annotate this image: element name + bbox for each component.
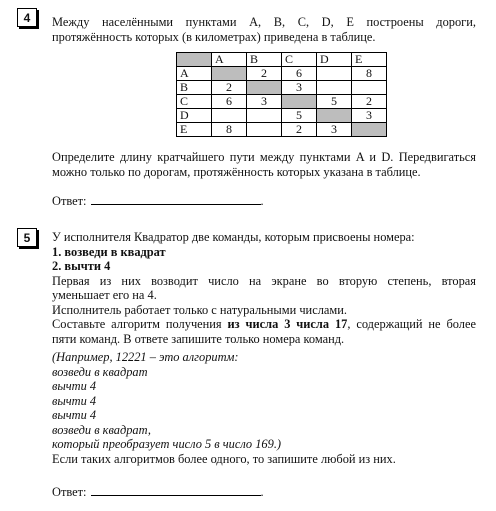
q4-intro-line1: Между населёнными пунктами A, B, C, D, E построены дороги, [52,15,476,29]
q4-answer [52,193,264,209]
q5-desc1: Первая из них возводит число на экране во вторую степень, вторая [52,273,476,288]
table-cell [352,123,387,137]
table-cell: 8 [352,67,387,81]
question-number-5-text: 5 [23,230,31,245]
table-cell: 3 [352,109,387,123]
table-header-cell: E [352,53,387,67]
q4-task-line2: можно только по дорогам, протяжённость которых указана в таблице. [52,164,421,179]
table-cell [212,109,247,123]
q4-task-line1: Определите длину кратчайшего пути между пунктами A и D. Передвигаться [52,150,476,164]
table-row-header-cell: B [177,81,212,95]
q5-example-2: возведи в квадрат [52,364,148,379]
table-row [177,109,387,123]
q4-intro [52,15,476,44]
q4-answer-field[interactable] [91,193,261,205]
q5-example-7: который преобразует число 5 в число 169.) [52,437,282,451]
q5-answer-label: Ответ: [52,485,87,499]
q5-desc3: Исполнитель работает только с натуральными числами. [52,302,347,317]
table-cell: 3 [317,123,352,137]
table-row-header-cell: E [177,123,212,137]
table-cell: 2 [212,81,247,95]
q4-answer-end: . [260,194,264,208]
table-cell: 2 [282,123,317,137]
table-header-cell: C [282,53,317,67]
q5-cmd2: 2. вычти 4 [52,259,111,273]
table-cell [352,81,387,95]
table-cell: 6 [282,67,317,81]
q5-note: Если таких алгоритмов более одного, то запишите любой из них. [52,451,396,466]
table-header-row [177,53,387,67]
q5-example-3: вычти 4 [52,379,97,393]
q5-example-5: вычти 4 [52,408,97,422]
q5-task1-c: , содержащий не более [347,317,476,331]
question-number-4-text: 4 [23,10,31,25]
q4-answer-label: Ответ: [52,194,87,208]
table-cell: 5 [317,95,352,109]
table-cell: 6 [212,95,247,109]
table-header-cell [177,53,212,67]
table-cell [247,109,282,123]
table-cell [317,81,352,95]
q5-answer [52,484,264,500]
q5-answer-field[interactable] [91,484,261,496]
question-number-5 [17,228,37,247]
table-row-header-cell: A [177,67,212,81]
table-cell: 2 [247,67,282,81]
table-cell: 2 [352,95,387,109]
table-cell [247,81,282,95]
table-cell [247,123,282,137]
table-cell: 5 [282,109,317,123]
q5-body [52,230,476,466]
q4-intro-line2: протяжённость которых (в километрах) приведена в таблице. [52,29,376,44]
table-header-cell: D [317,53,352,67]
table-row-header-cell: D [177,109,212,123]
distance-table [176,52,387,137]
table-cell: 8 [212,123,247,137]
table-cell: 3 [282,81,317,95]
table-cell: 3 [247,95,282,109]
q5-line1: У исполнителя Квадратор две команды, которым присвоены номера: [52,230,415,244]
table-row [177,67,387,81]
table-row [177,81,387,95]
table-header-cell: B [247,53,282,67]
q5-cmd1: 1. возведи в квадрат [52,244,166,259]
question-number-4 [17,8,37,27]
q5-example-4: вычти 4 [52,393,97,408]
distance-table-body [177,53,387,137]
table-cell [317,67,352,81]
q5-example-6: возведи в квадрат, [52,422,151,437]
q5-task1-a: Составьте алгоритм получения [52,317,222,331]
q5-task1-b: из числа 3 числа 17 [227,317,348,331]
q5-example-1: (Например, 12221 – это алгоритм: [52,350,239,364]
q4-task [52,150,476,179]
table-cell [282,95,317,109]
q5-answer-end: . [260,485,264,499]
table-row [177,95,387,109]
q5-desc2: уменьшает его на 4. [52,288,157,302]
table-row-header-cell: C [177,95,212,109]
table-cell [317,109,352,123]
q5-task2: пяти команд. В ответе запишите только номера команд. [52,331,345,346]
table-cell [212,67,247,81]
table-header-cell: A [212,53,247,67]
table-row [177,123,387,137]
q5-task1 [52,317,476,332]
